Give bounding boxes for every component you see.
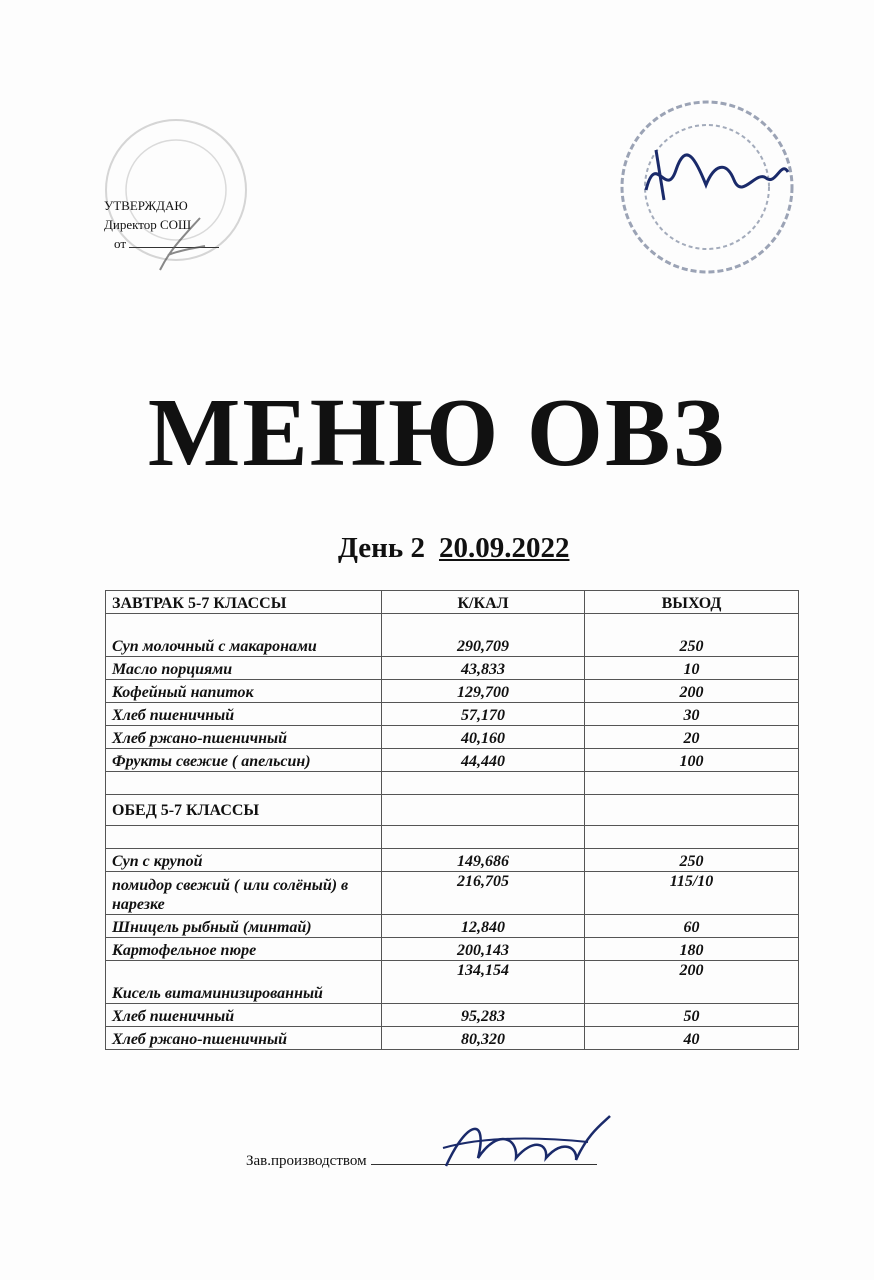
empty-cell [106,826,382,849]
table-row [106,915,799,938]
dish-kcal: 134,154 [382,961,585,1004]
menu-table [105,590,799,1050]
table-row [106,961,799,1004]
dish-kcal: 200,143 [382,938,585,961]
dish-output: 200 [585,961,799,1004]
empty-cell [106,772,382,795]
dish-output: 100 [585,749,799,772]
dish-kcal: 57,170 [382,703,585,726]
table-row [106,872,799,915]
dish-output: 250 [585,614,799,657]
dish-name: Картофельное пюре [106,938,382,961]
kcal-header: К/КАЛ [382,591,585,614]
dish-name: Хлеб пшеничный [106,703,382,726]
table-header-row [106,591,799,614]
lunch-header-row [106,795,799,826]
dish-name: Хлеб ржано-пшеничный [106,1027,382,1050]
table-row [106,703,799,726]
dish-name: Суп молочный с макаронами [106,614,382,657]
table-row [106,749,799,772]
dish-name: Суп с крупой [106,849,382,872]
director-signature [636,130,796,210]
table-row [106,614,799,657]
lunch-header: ОБЕД 5-7 КЛАССЫ [106,795,382,826]
day-date: 20.09.2022 [438,532,570,564]
footer-label: Зав.производством [246,1153,367,1169]
dish-name: Масло порциями [106,657,382,680]
dish-kcal: 44,440 [382,749,585,772]
page-title: МЕНЮ ОВЗ [147,379,727,487]
table-row-empty [106,772,799,795]
dish-name: Хлеб ржано-пшеничный [106,726,382,749]
approval-title: УТВЕРЖДАЮ [104,198,188,213]
breakfast-header: ЗАВТРАК 5-7 КЛАССЫ [106,591,382,614]
empty-cell [585,772,799,795]
dish-kcal: 216,705 [382,872,585,915]
table-row [106,657,799,680]
dish-output: 10 [585,657,799,680]
dish-name: Шницель рыбный (минтай) [106,915,382,938]
dish-output: 40 [585,1027,799,1050]
empty-cell [585,826,799,849]
table-row [106,1004,799,1027]
dish-kcal: 95,283 [382,1004,585,1027]
dish-kcal: 129,700 [382,680,585,703]
table-row [106,938,799,961]
dish-output: 20 [585,726,799,749]
empty-cell [585,795,799,826]
dish-kcal: 40,160 [382,726,585,749]
dish-output: 60 [585,915,799,938]
dish-output: 250 [585,849,799,872]
dish-kcal: 290,709 [382,614,585,657]
left-signature [150,210,210,280]
day-heading [338,530,569,566]
production-signature [438,1108,618,1178]
dish-output: 50 [585,1004,799,1027]
dish-name: Фрукты свежие ( апельсин) [106,749,382,772]
empty-cell [382,772,585,795]
output-header: ВЫХОД [585,591,799,614]
dish-output: 30 [585,703,799,726]
table-row [106,726,799,749]
table-row [106,849,799,872]
dish-output: 200 [585,680,799,703]
day-label: День 2 [338,532,425,564]
dish-kcal: 149,686 [382,849,585,872]
dish-kcal: 43,833 [382,657,585,680]
dish-kcal: 12,840 [382,915,585,938]
approval-position: Директор СОШ [104,217,192,232]
empty-cell [382,826,585,849]
dish-name: Кофейный напиток [106,680,382,703]
dish-name: помидор свежий ( или солёный) в нарезке [106,872,382,915]
dish-name: Кисель витаминизированный [106,961,382,1004]
table-row [106,1027,799,1050]
dish-output: 180 [585,938,799,961]
dish-kcal: 80,320 [382,1027,585,1050]
table-row-empty [106,826,799,849]
table-row [106,680,799,703]
dish-name: Хлеб пшеничный [106,1004,382,1027]
approval-date-prefix: от [114,236,127,251]
dish-output: 115/10 [585,872,799,915]
empty-cell [382,795,585,826]
